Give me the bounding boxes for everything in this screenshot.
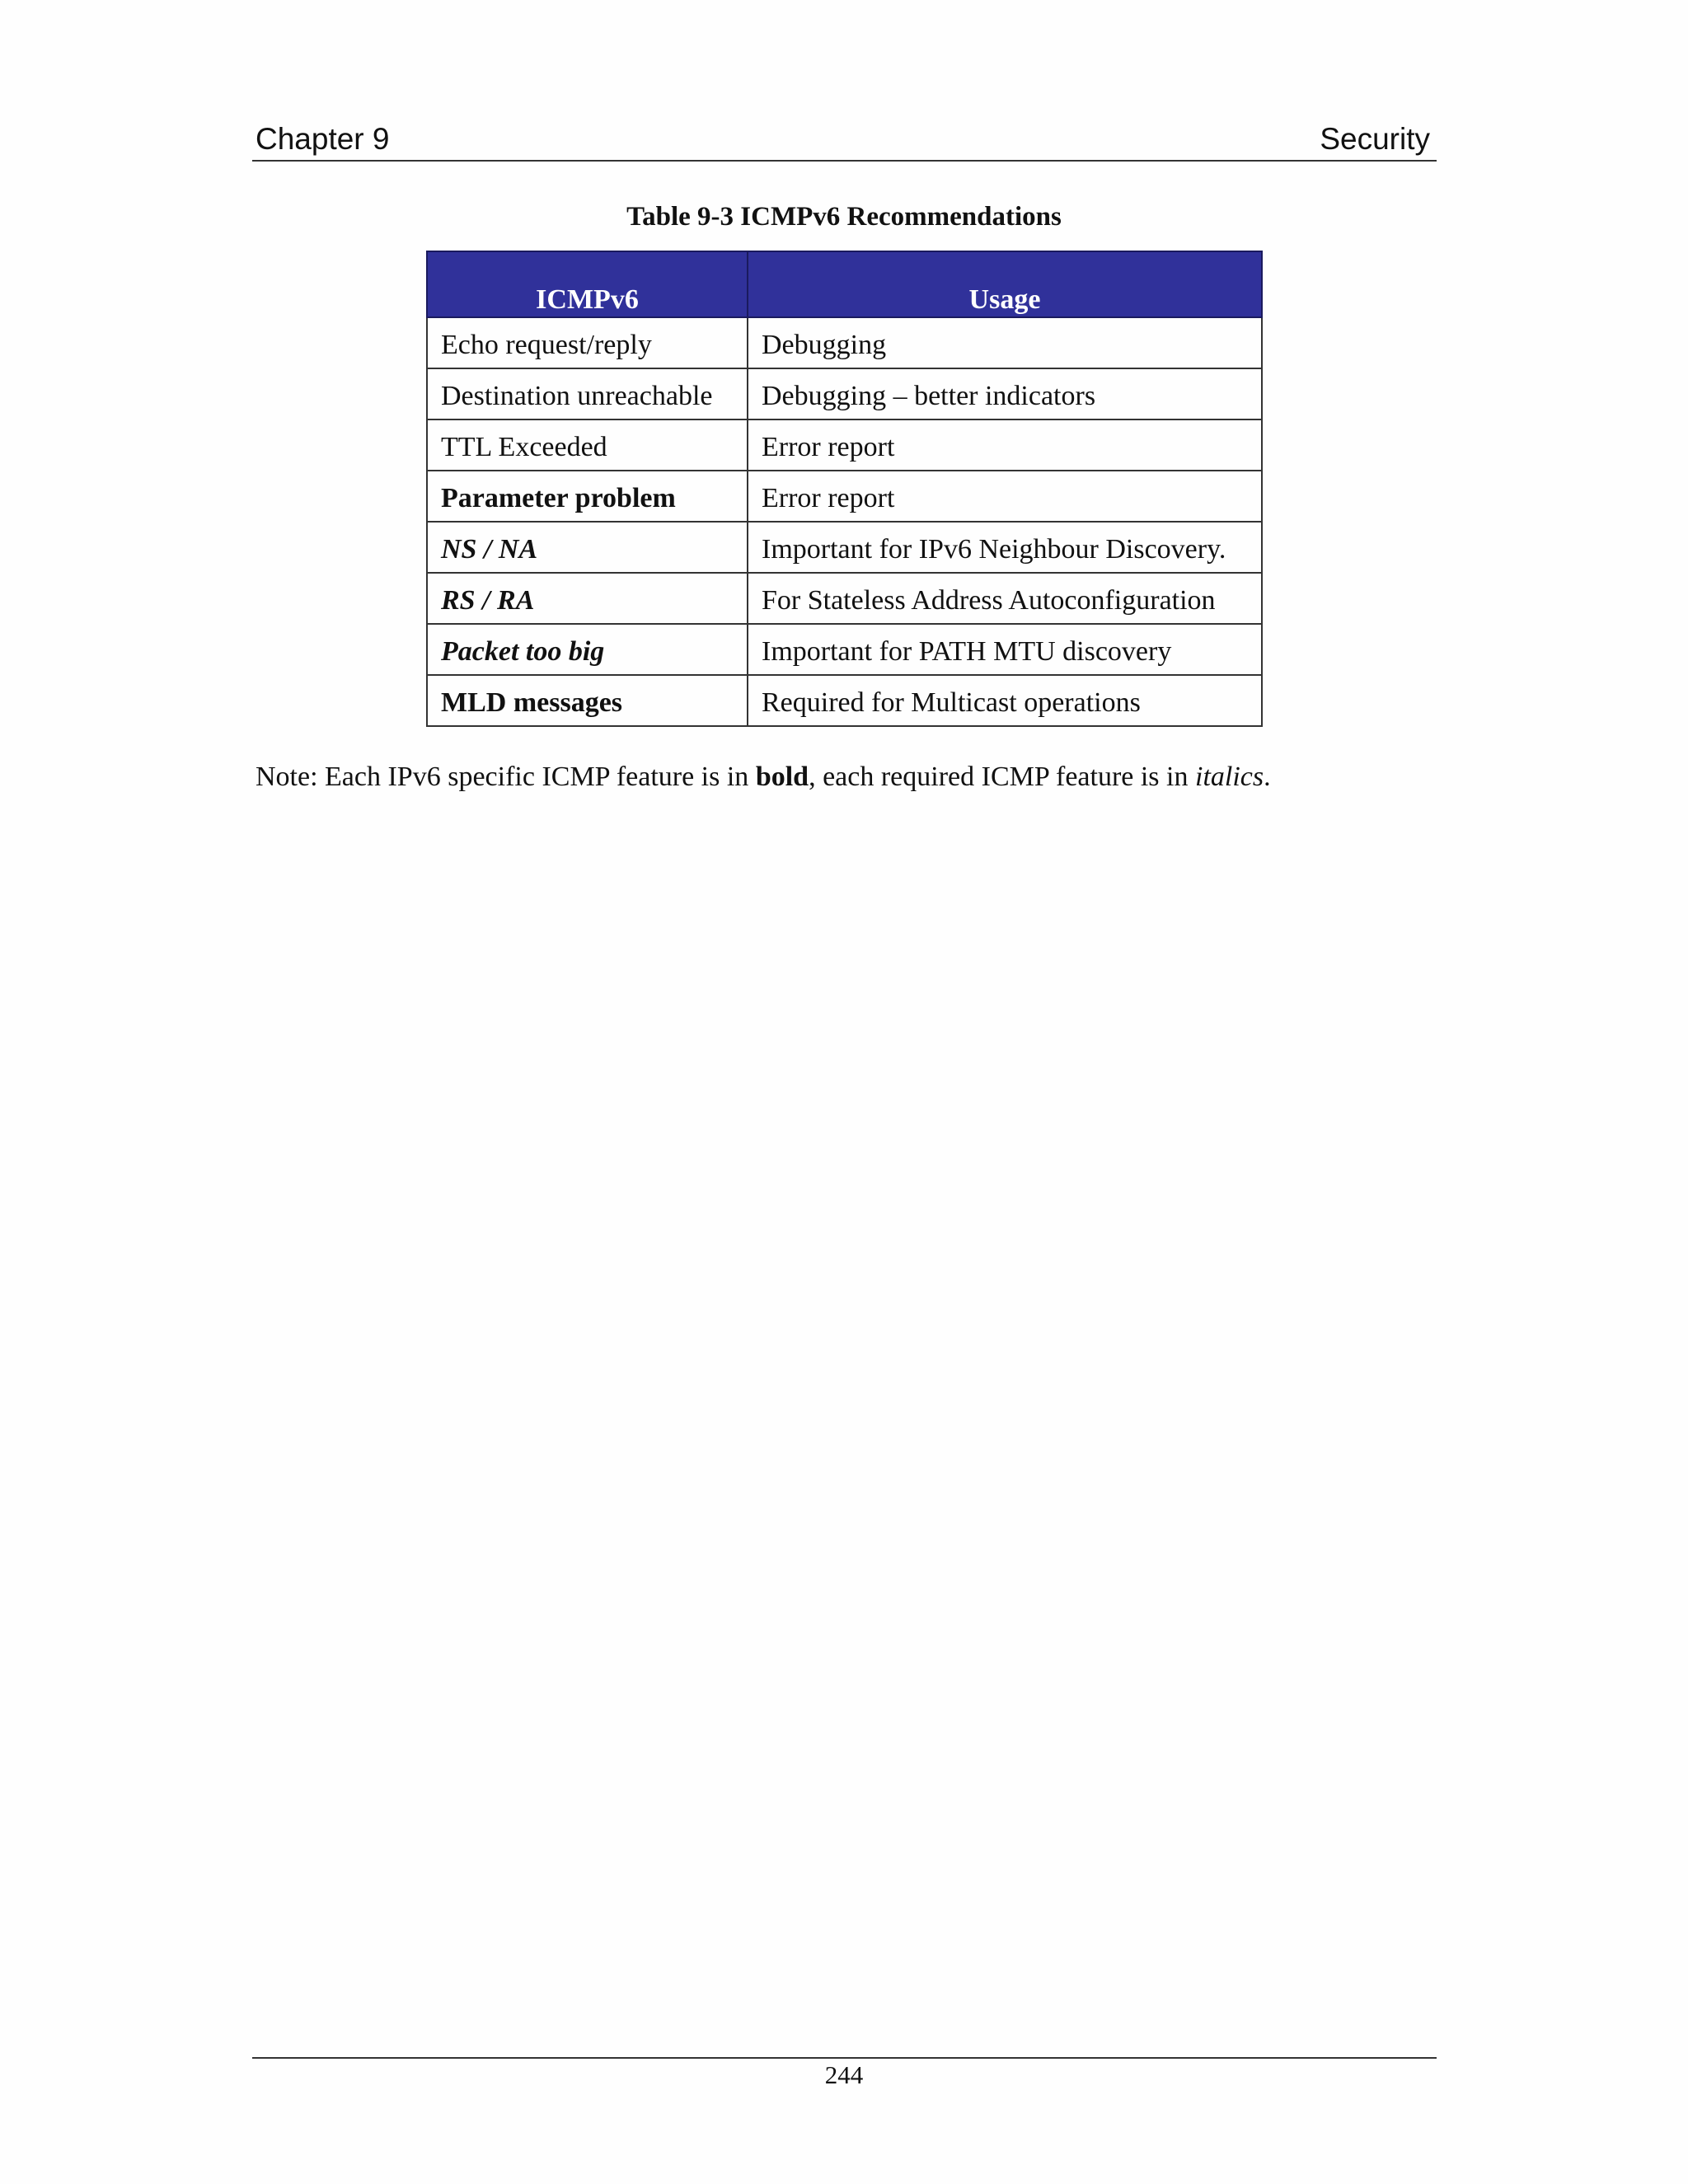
icmp-cell: Packet too big <box>427 624 748 675</box>
usage-cell: Error report <box>748 471 1262 522</box>
icmp-cell: Destination unreachable <box>427 368 748 419</box>
table-row <box>427 675 1262 726</box>
table-caption: Table 9-3 ICMPv6 Recommendations <box>626 202 1062 232</box>
note-middle: , each required ICMP feature is in <box>809 762 1195 792</box>
note-italic-word: italics <box>1195 762 1264 792</box>
icmp-cell: MLD messages <box>427 675 748 726</box>
usage-cell: For Stateless Address Autoconfiguration <box>748 573 1262 624</box>
note-suffix: . <box>1264 762 1271 792</box>
icmp-cell: TTL Exceeded <box>427 419 748 471</box>
icmp-cell: Parameter problem <box>427 471 748 522</box>
icmp-cell: Echo request/reply <box>427 317 748 368</box>
usage-cell: Important for IPv6 Neighbour Discovery. <box>748 522 1262 573</box>
table-row <box>427 624 1262 675</box>
usage-cell: Debugging <box>748 317 1262 368</box>
table-row <box>427 573 1262 624</box>
table-row <box>427 471 1262 522</box>
icmpv6-recommendations-table <box>426 251 1263 727</box>
table-header-row <box>427 251 1262 317</box>
chapter-label: Chapter 9 <box>256 122 390 156</box>
section-label: Security <box>1320 122 1430 156</box>
icmp-cell: NS / NA <box>427 522 748 573</box>
table-note <box>256 762 1271 793</box>
note-prefix: Note: Each IPv6 specific ICMP feature is in <box>256 762 756 792</box>
note-bold-word: bold <box>755 762 809 792</box>
table-row <box>427 317 1262 368</box>
usage-cell: Error report <box>748 419 1262 471</box>
usage-cell: Debugging – better indicators <box>748 368 1262 419</box>
page-header <box>252 120 1437 162</box>
usage-cell: Required for Multicast operations <box>748 675 1262 726</box>
table-row <box>427 522 1262 573</box>
table-row <box>427 368 1262 419</box>
page-number: 244 <box>824 2060 864 2089</box>
column-header-icmpv6: ICMPv6 <box>427 251 748 317</box>
table-row <box>427 419 1262 471</box>
icmp-cell: RS / RA <box>427 573 748 624</box>
column-header-usage: Usage <box>748 251 1262 317</box>
usage-cell: Important for PATH MTU discovery <box>748 624 1262 675</box>
footer-divider <box>252 2057 1437 2059</box>
